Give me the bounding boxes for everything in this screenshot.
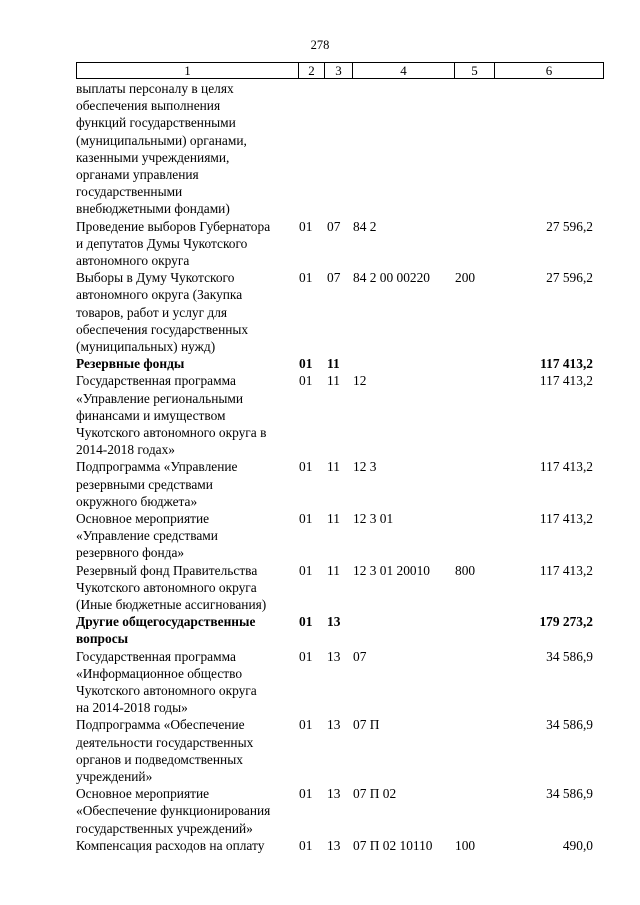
table-header: [76, 62, 604, 79]
row-name: Проведение выборов Губернатора и депутатов Думы Чукотского автономного округа: [76, 218, 271, 268]
row-name: Компенсация расходов на оплату: [76, 837, 265, 853]
row-name: Другие общегосударственные вопросы: [76, 614, 256, 647]
row-col-2: 01: [299, 614, 313, 630]
row-col-2: 01: [299, 717, 313, 733]
header-col-4: 4: [353, 63, 455, 78]
row-col-3: 11: [327, 459, 340, 475]
header-col-1: 1: [77, 63, 299, 78]
row-col-4: 84 2 00 00220: [353, 270, 430, 286]
header-col-5: 5: [455, 63, 495, 78]
row-col-4: 12 3 01: [353, 511, 394, 526]
row-name: Выборы в Думу Чукотского автономного округа (Закупка товаров, работ и услуг для обеспечения государственных (муниципальных) нужд): [76, 270, 249, 354]
row-col-3: 13: [327, 648, 341, 664]
row-col-4: 07 П 02 10110: [353, 837, 433, 853]
row-name: Подпрограмма «Управление резервными средствами окружного бюджета»: [76, 459, 238, 509]
row-name: выплаты персоналу в целях обеспечения выполнения функций государственными (муниципальными) органами, казенными учреждениями, органами управления государственными внебюджетными фондами): [76, 81, 247, 217]
row-col-2: 01: [299, 356, 313, 372]
row-col-2: 01: [299, 270, 313, 286]
row-col-3: 07: [327, 270, 341, 286]
row-name: Государственная программа «Информационное общество Чукотского автономного округа на 2014-2018 годы»: [76, 648, 257, 716]
row-col-5: 800: [455, 562, 476, 578]
row-col-3: 13: [327, 717, 341, 733]
row-col-6: 34 586,9: [546, 786, 593, 802]
row-col-6: 117 413,2: [539, 373, 593, 389]
row-col-4: 07 П: [353, 717, 380, 733]
row-name: Основное мероприятие «Управление средствами резервного фонда»: [76, 511, 218, 561]
row-col-2: 01: [299, 373, 313, 389]
row-col-6: 117 413,2: [539, 562, 593, 578]
row-col-3: 11: [327, 511, 340, 526]
row-col-4: 12: [353, 373, 367, 389]
row-col-2: 01: [299, 459, 313, 475]
row-col-6: 490,0: [562, 837, 593, 853]
row-col-4: 84 2: [353, 218, 377, 234]
row-col-5: 100: [455, 837, 476, 853]
header-col-2: 2: [299, 63, 325, 78]
row-col-3: 11: [327, 356, 340, 372]
row-name: Резервные фонды: [76, 356, 185, 372]
row-col-3: 07: [327, 218, 341, 234]
row-col-6: 117 413,2: [539, 511, 593, 526]
row-col-3: 11: [327, 373, 340, 389]
row-col-3: 13: [327, 786, 341, 802]
row-col-3: 11: [327, 562, 340, 578]
row-col-6: 27 596,2: [546, 270, 593, 286]
page-number: 278: [310, 38, 330, 52]
row-name: Подпрограмма «Обеспечение деятельности государственных органов и подведомственных учреждений»: [76, 717, 254, 784]
row-name: Государственная программа «Управление региональными финансами и имуществом Чукотского автономного округа в 2014-2018 годах»: [76, 373, 267, 458]
row-col-6: 34 586,9: [546, 717, 593, 733]
row-col-3: 13: [327, 614, 341, 630]
row-col-6: 179 273,2: [539, 614, 593, 630]
row-col-4: 12 3: [353, 459, 377, 475]
row-col-4: 07: [353, 648, 367, 664]
row-col-5: 200: [455, 270, 476, 286]
row-name: Основное мероприятие «Обеспечение функционирования государственных учреждений»: [76, 786, 271, 836]
row-col-6: 117 413,2: [540, 356, 593, 372]
row-col-2: 01: [299, 648, 313, 664]
row-col-2: 01: [299, 837, 313, 853]
row-col-2: 01: [299, 786, 313, 802]
row-name: Резервный фонд Правительства Чукотского автономного округа (Иные бюджетные ассигнования): [76, 562, 267, 612]
row-col-6: 34 586,9: [546, 648, 593, 664]
header-col-6: 6: [545, 63, 553, 78]
header-col-3: 3: [325, 63, 353, 78]
row-col-6: 27 596,2: [546, 218, 593, 234]
row-col-3: 13: [327, 837, 341, 853]
row-col-4: 12 3 01 20010: [353, 562, 430, 578]
row-col-4: 07 П 02: [353, 786, 397, 802]
row-col-2: 01: [299, 218, 313, 234]
row-col-6: 117 413,2: [539, 459, 593, 475]
row-col-2: 01: [299, 511, 313, 526]
row-col-2: 01: [299, 562, 313, 578]
